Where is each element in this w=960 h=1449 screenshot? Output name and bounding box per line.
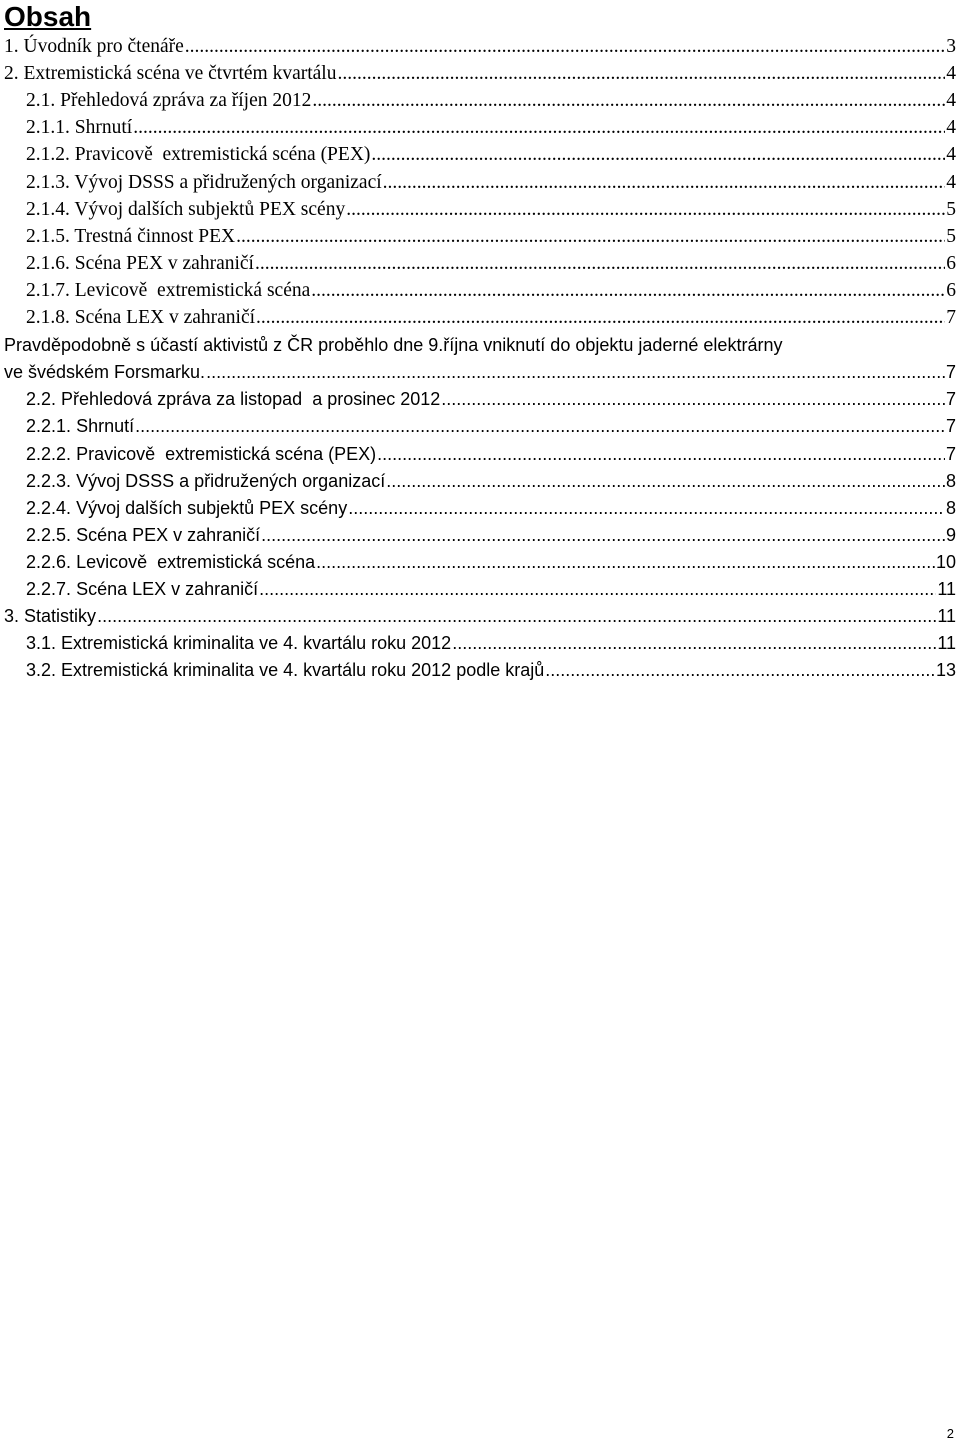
toc-entry-title: Vývoj DSSS a přidružených organizací <box>74 171 382 193</box>
toc-entry-title: Vývoj DSSS a přidružených organizací <box>76 470 386 491</box>
toc-entry[interactable] <box>4 604 956 631</box>
toc-page-number: 11 <box>937 633 956 654</box>
toc-entry-number: 2.1.6. <box>26 252 70 274</box>
toc-entry-number: 2.1.1. <box>26 117 70 139</box>
toc-entry-title: Levicově extremistická scéna <box>74 279 311 301</box>
toc-entry[interactable] <box>4 523 956 550</box>
toc-entry-number: 2.2.3. <box>26 470 72 491</box>
toc-entry-title: Shrnutí <box>76 416 135 437</box>
toc-entry[interactable] <box>4 631 956 658</box>
toc-entry-title: Shrnutí <box>74 117 133 139</box>
toc-entry[interactable] <box>4 306 956 333</box>
toc-entry-number: 2.1.5. <box>26 225 70 247</box>
toc-entry[interactable] <box>4 170 956 197</box>
toc-entry-number: 2. <box>4 63 19 85</box>
toc-leader-dots <box>337 63 945 85</box>
toc-entry[interactable] <box>4 198 956 225</box>
toc-entry-title: Úvodník pro čtenáře <box>23 36 184 58</box>
toc-entry[interactable] <box>4 252 956 279</box>
toc-entry[interactable] <box>4 279 956 306</box>
toc-leader-dots <box>135 416 945 437</box>
toc-leader-dots <box>311 280 945 302</box>
toc-entry[interactable] <box>4 35 956 62</box>
toc-entry[interactable] <box>4 441 956 468</box>
toc-page-number: 8 <box>945 497 956 518</box>
toc-heading: Obsah <box>4 1 92 32</box>
toc-leader-dots <box>133 117 945 139</box>
toc-page-number: 11 <box>937 578 956 599</box>
toc-page-number: 7 <box>946 307 956 329</box>
toc-page-number: 13 <box>935 660 956 681</box>
toc-page-number: 5 <box>946 198 956 220</box>
toc-page-number: 9 <box>945 524 956 545</box>
toc-entry-title: Extremistická kriminalita ve 4. kvartálu roku 2012 podle krajů <box>61 660 545 681</box>
toc-leader-dots <box>97 606 936 627</box>
toc-entry[interactable] <box>4 225 956 252</box>
toc-entry-number: 2.1. <box>26 90 56 112</box>
toc-entry[interactable] <box>4 387 956 414</box>
toc-entry-title: Statistiky <box>24 606 97 627</box>
toc-leader-dots <box>261 525 945 546</box>
toc-entry-title: Levicově extremistická scéna <box>76 551 316 572</box>
toc-page-number: 5 <box>946 225 956 247</box>
toc-entry-number: 2.1.2. <box>26 144 70 166</box>
toc-entry-number: 2.2.7. <box>26 578 72 599</box>
toc-leader-dots <box>185 36 945 58</box>
toc-leader-dots <box>259 579 936 600</box>
toc-entry-number: 2.2.4. <box>26 497 72 518</box>
toc-page-number: 7 <box>945 362 956 383</box>
toc-page-number: 4 <box>946 63 956 85</box>
toc-entry-number: 2.1.3. <box>26 171 70 193</box>
toc-entry[interactable] <box>4 496 956 523</box>
footer-page-number: 2 <box>946 1426 954 1441</box>
toc-entry-title: Vývoj dalších subjektů PEX scény <box>74 198 346 220</box>
table-of-contents <box>4 35 956 685</box>
document-page <box>4 0 956 685</box>
toc-leader-dots <box>377 444 945 465</box>
toc-entry-title: Scéna LEX v zahraničí <box>74 307 256 329</box>
toc-entry-title: ve švédském Forsmarku. <box>4 362 206 383</box>
toc-page-number: 6 <box>946 279 956 301</box>
toc-entry-title: Vývoj dalších subjektů PEX scény <box>76 497 348 518</box>
toc-page-number: 8 <box>945 470 956 491</box>
toc-entry-number: 2.2.1. <box>26 416 72 437</box>
toc-leader-dots <box>383 172 946 194</box>
toc-page-number: 7 <box>945 443 956 464</box>
toc-entry[interactable] <box>4 143 956 170</box>
toc-page-number: 4 <box>946 171 956 193</box>
toc-entry[interactable] <box>4 414 956 441</box>
toc-leader-dots <box>346 199 945 221</box>
toc-entry[interactable] <box>4 116 956 143</box>
toc-entry-number: 2.2.6. <box>26 551 72 572</box>
toc-entry-number: 1. <box>4 36 19 58</box>
toc-leader-dots <box>545 660 935 681</box>
toc-leader-dots <box>236 226 945 248</box>
toc-entry-number: 2.2.5. <box>26 524 72 545</box>
toc-page-number: 4 <box>946 144 956 166</box>
toc-entry[interactable] <box>4 62 956 89</box>
toc-entry[interactable] <box>4 469 956 496</box>
toc-leader-dots <box>255 253 945 275</box>
toc-entry-title: Scéna LEX v zahraničí <box>76 578 259 599</box>
toc-entry-title: Extremistická kriminalita ve 4. kvartálu roku 2012 <box>61 633 452 654</box>
toc-leader-dots <box>441 389 945 410</box>
toc-entry-title: Přehledová zpráva za listopad a prosinec 2012 <box>61 389 441 410</box>
toc-entry-number: 2.1.4. <box>26 198 70 220</box>
toc-leader-dots <box>371 144 945 166</box>
toc-leader-dots <box>386 471 945 492</box>
toc-entry[interactable] <box>4 658 956 685</box>
toc-entry-number: 2.2.2. <box>26 443 72 464</box>
toc-entry-number: 3.1. <box>26 633 57 654</box>
toc-entry-number: 2.1.8. <box>26 307 70 329</box>
toc-page-number: 4 <box>946 117 956 139</box>
toc-entry-title: Scéna PEX v zahraničí <box>74 252 254 274</box>
toc-entry-wrapped-line1[interactable] <box>4 333 956 360</box>
toc-leader-dots <box>256 307 945 329</box>
toc-entry-title: Extremistická scéna ve čtvrtém kvartálu <box>23 63 337 85</box>
toc-entry-number: 2.1.7. <box>26 279 70 301</box>
toc-leader-dots <box>452 633 936 654</box>
toc-entry-number: 3.2. <box>26 660 57 681</box>
toc-entry-number: 2.2. <box>26 389 57 410</box>
toc-page-number: 11 <box>937 606 956 627</box>
toc-page-number: 7 <box>945 416 956 437</box>
toc-entry-title: Pravděpodobně s účastí aktivistů z ČR proběhlo dne 9.října vniknutí do objektu jaderné elektrárny <box>4 335 783 356</box>
toc-page-number: 3 <box>946 36 956 58</box>
toc-entry-wrapped-line2[interactable] <box>4 360 956 387</box>
toc-entry-title: Přehledová zpráva za říjen 2012 <box>60 90 312 112</box>
toc-entry-title: Pravicově extremistická scéna (PEX) <box>74 144 371 166</box>
toc-entry-title: Scéna PEX v zahraničí <box>76 524 261 545</box>
toc-entry[interactable] <box>4 577 956 604</box>
toc-page-number: 6 <box>946 252 956 274</box>
toc-entry[interactable] <box>4 550 956 577</box>
toc-leader-dots <box>206 362 945 383</box>
toc-page-number: 7 <box>945 389 956 410</box>
toc-page-number: 4 <box>946 90 956 112</box>
toc-entry-number: 3. <box>4 606 20 627</box>
toc-leader-dots <box>316 552 935 573</box>
toc-entry[interactable] <box>4 89 956 116</box>
toc-entry-title: Trestná činnost PEX <box>74 225 236 247</box>
toc-entry-title: Pravicově extremistická scéna (PEX) <box>76 443 377 464</box>
toc-leader-dots <box>348 498 945 519</box>
toc-page-number: 10 <box>935 551 956 572</box>
toc-leader-dots <box>312 90 945 112</box>
